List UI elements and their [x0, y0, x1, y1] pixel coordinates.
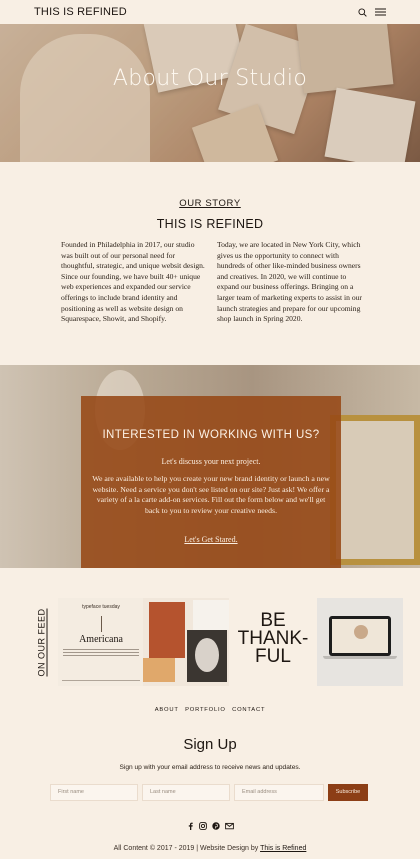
hero-overlay — [0, 24, 420, 162]
tile-divider — [101, 616, 102, 632]
facebook-icon[interactable] — [187, 822, 194, 830]
brand-card — [193, 600, 229, 630]
brand-card — [143, 658, 175, 682]
cta-link[interactable]: Let's Get Stared. — [184, 535, 238, 544]
quote-line-2: THANK- — [237, 628, 309, 649]
site-header — [0, 0, 420, 24]
hero-title: About Our Studio — [112, 66, 308, 91]
hero-banner — [0, 24, 420, 162]
footer-link-portfolio[interactable]: PORTFOLIO — [185, 707, 226, 713]
feed-label-text: ON OUR FEED — [36, 607, 47, 677]
email-icon[interactable] — [225, 822, 234, 830]
tile-big-text: Americana — [79, 634, 123, 645]
story-text-left: Founded in Philadelphia in 2017, our studio was built out of our personal need for thoughtful, strategic, and unique websit design. Since our founding, we have built 40+ unique web experiences and expanded our service offerings to include brand identity and positioning as well as website design on Squarespace, Showit, and Shopify. — [61, 240, 205, 324]
last-name-field[interactable]: Last name — [142, 784, 230, 801]
header-icons — [358, 8, 386, 17]
email-field[interactable]: Email address — [234, 784, 324, 801]
feed-tile-quote[interactable] — [230, 598, 316, 686]
pinterest-icon[interactable] — [212, 822, 220, 830]
story-label: OUR STORY — [179, 198, 241, 209]
laptop-base — [323, 656, 397, 659]
search-icon[interactable] — [358, 8, 367, 17]
footer-link-about[interactable]: ABOUT — [154, 707, 179, 713]
first-name-field[interactable]: First name — [50, 784, 138, 801]
instagram-icon[interactable] — [199, 822, 207, 830]
story-text-right: Today, we are located in New York City, which gives us the opportunity to connect with hundreds of other like-minded business owners and creatives. In 2020, we will continue to expand our business offerings. Bringing on a larger team of marketing experts to assist in our launch strategies and prepare for our upcoming shop launch in Spring 2020. — [217, 240, 362, 324]
feed-tile-branding[interactable] — [143, 598, 229, 686]
copyright-brand-link[interactable]: This is Refined — [260, 845, 307, 852]
brand-card — [149, 602, 185, 658]
subscribe-button[interactable]: Subscribe — [328, 784, 368, 801]
tile-specimen-lines — [63, 648, 139, 656]
copyright — [0, 845, 420, 852]
signup-title: Sign Up — [183, 736, 237, 753]
signup-description: Sign up with your email address to receive news and updates. — [119, 764, 301, 771]
tile-footer-rule — [62, 680, 140, 681]
quote-line-3: FUL — [255, 646, 291, 667]
brand-card-photo — [187, 630, 227, 682]
quote-text — [230, 612, 316, 666]
social-links — [0, 822, 420, 830]
feed-tile-laptop[interactable] — [317, 598, 403, 686]
cta-body: We are available to help you create your new brand identity or launch a new website. Need a service you don't see listed on our site? Just ask! We offer a variety of a la carte add-on services. Fill out the form below and we'll get back to you to review your creative needs. — [92, 474, 330, 515]
footer-link-contact[interactable]: CONTACT — [232, 707, 266, 713]
menu-icon[interactable] — [375, 8, 386, 16]
story-title: THIS IS REFINED — [156, 217, 264, 231]
footer-nav — [0, 707, 420, 713]
site-logo[interactable]: THIS IS REFINED — [34, 6, 127, 18]
quote-line-1: BE — [260, 610, 286, 631]
laptop-screen — [332, 619, 388, 653]
tile-small-text: typeface tuesday — [82, 604, 120, 610]
cta-subtitle: Let's discuss your next project. — [161, 457, 261, 466]
copyright-text: All Content © 2017 - 2019 | Website Design by — [113, 845, 259, 852]
feed-tile-typeface[interactable] — [58, 598, 144, 686]
cta-title: INTERESTED IN WORKING WITH US? — [102, 429, 320, 441]
feed-label — [32, 598, 52, 686]
cta-photo-mirror — [330, 415, 420, 565]
